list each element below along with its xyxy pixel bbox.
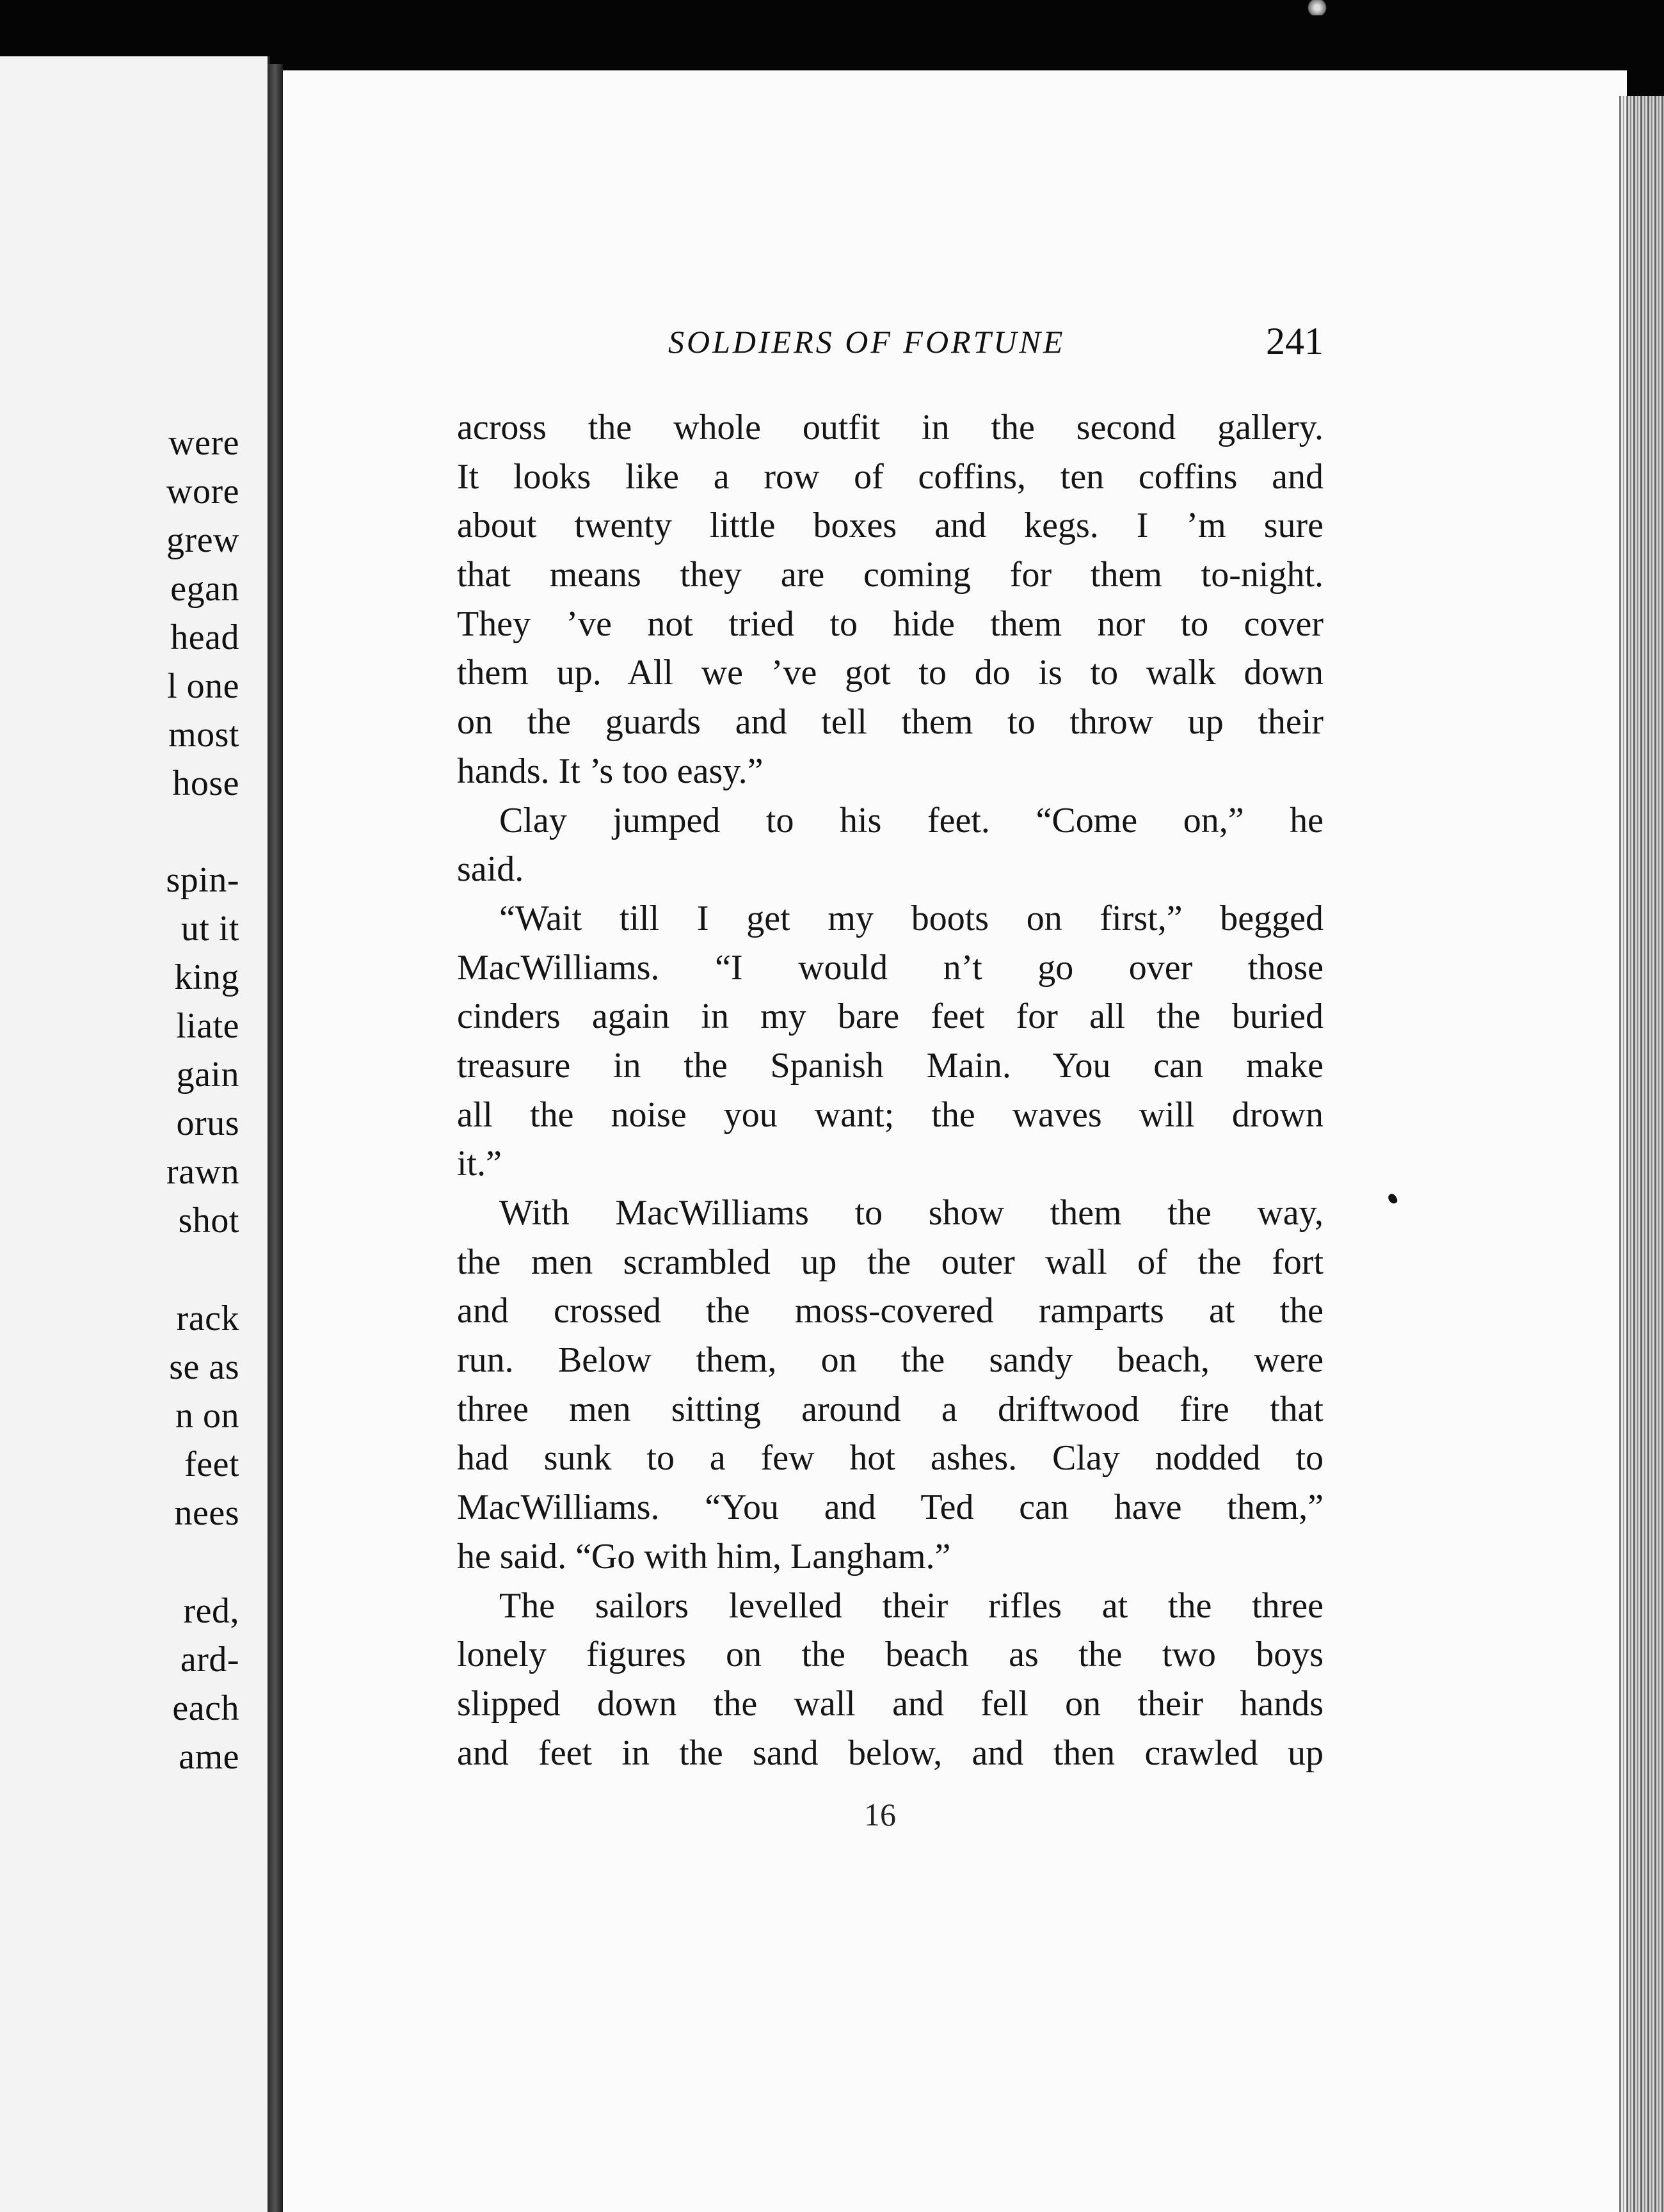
text-line: With MacWilliams to show them the way, bbox=[499, 1193, 1324, 1233]
text-line: They ’ve not tried to hide them nor to cover bbox=[457, 604, 1324, 644]
facing-line-fragment: red, bbox=[183, 1591, 239, 1631]
text-line: and feet in the sand below, and then crawled up bbox=[457, 1733, 1324, 1773]
book-gutter bbox=[268, 64, 283, 2212]
body-text bbox=[457, 403, 1324, 1777]
facing-line-fragment: n on bbox=[175, 1396, 239, 1436]
facing-line-fragment: orus bbox=[176, 1103, 239, 1143]
text-line: hands. It ’s too easy.” bbox=[457, 751, 764, 791]
facing-line-fragment: grew bbox=[166, 520, 239, 560]
text-line: “Wait till I get my boots on first,” begged bbox=[499, 898, 1324, 938]
text-line: said. bbox=[457, 849, 524, 890]
text-line: lonely figures on the beach as the two boys bbox=[457, 1635, 1324, 1675]
facing-line-fragment: feet bbox=[184, 1445, 239, 1484]
text-line: it.” bbox=[457, 1144, 502, 1184]
text-line: all the noise you want; the waves will drown bbox=[457, 1094, 1324, 1135]
facing-line-fragment: wore bbox=[166, 472, 239, 511]
text-line: and crossed the moss-covered ramparts at the bbox=[457, 1291, 1324, 1331]
facing-line-fragment: gain bbox=[176, 1055, 239, 1094]
text-line: that means they are coming for them to-night. bbox=[457, 555, 1324, 595]
signature-mark: 16 bbox=[864, 1797, 896, 1832]
text-line: The sailors levelled their rifles at the three bbox=[499, 1585, 1324, 1626]
facing-line-fragment: shot bbox=[178, 1201, 239, 1240]
ink-blot bbox=[1306, 0, 1329, 15]
text-line: Clay jumped to his feet. “Come on,” he bbox=[499, 800, 1324, 840]
facing-line-fragment: rawn bbox=[166, 1152, 239, 1192]
facing-line-fragment: each bbox=[172, 1688, 239, 1728]
facing-line-fragment: were bbox=[168, 423, 239, 463]
text-line: the men scrambled up the outer wall of the fort bbox=[457, 1242, 1324, 1282]
facing-line-fragment: egan bbox=[170, 569, 239, 609]
facing-line-fragment: spin- bbox=[166, 860, 239, 900]
text-line: had sunk to a few hot ashes. Clay nodded to bbox=[457, 1438, 1324, 1479]
text-line: MacWilliams. “You and Ted can have them,” bbox=[457, 1487, 1324, 1528]
text-line: treasure in the Spanish Main. You can make bbox=[457, 1045, 1324, 1086]
facing-line-fragment: ame bbox=[179, 1737, 239, 1777]
text-line: three men sitting around a driftwood fire that bbox=[457, 1389, 1324, 1429]
facing-line-fragment: hose bbox=[172, 764, 239, 803]
running-head-title: SOLDIERS OF FORTUNE bbox=[668, 324, 1066, 360]
text-line: MacWilliams. “I would n’t go over those bbox=[457, 947, 1324, 988]
facing-line-fragment: nees bbox=[174, 1493, 239, 1533]
text-line: them up. All we ’ve got to do is to walk down bbox=[457, 653, 1324, 693]
facing-line-fragment: king bbox=[174, 958, 239, 997]
facing-line-fragment: head bbox=[170, 618, 239, 657]
text-line: he said. “Go with him, Langham.” bbox=[457, 1536, 951, 1576]
facing-line-fragment: ard- bbox=[180, 1640, 239, 1679]
facing-line-fragment: se as bbox=[169, 1347, 239, 1387]
page-edges bbox=[1619, 96, 1664, 2212]
text-line: It looks like a row of coffins, ten coffins and bbox=[457, 456, 1324, 497]
facing-line-fragment: most bbox=[168, 715, 239, 755]
facing-page bbox=[0, 56, 270, 2212]
text-line: slipped down the wall and fell on their hands bbox=[457, 1683, 1324, 1724]
running-head bbox=[668, 320, 1324, 374]
text-line: run. Below them, on the sandy beach, were bbox=[457, 1340, 1324, 1381]
text-line: across the whole outfit in the second gallery. bbox=[457, 408, 1324, 447]
facing-line-fragment: l one bbox=[167, 666, 239, 706]
text-line: cinders again in my bare feet for all the buried bbox=[457, 997, 1324, 1037]
text-line: about twenty little boxes and kegs. I ’m sure bbox=[457, 506, 1324, 546]
text-line: on the guards and tell them to throw up their bbox=[457, 702, 1324, 742]
facing-line-fragment: rack bbox=[176, 1299, 239, 1338]
page-number: 241 bbox=[1266, 320, 1324, 362]
facing-line-fragment: ut it bbox=[180, 909, 239, 949]
facing-line-fragment: liate bbox=[176, 1006, 239, 1046]
